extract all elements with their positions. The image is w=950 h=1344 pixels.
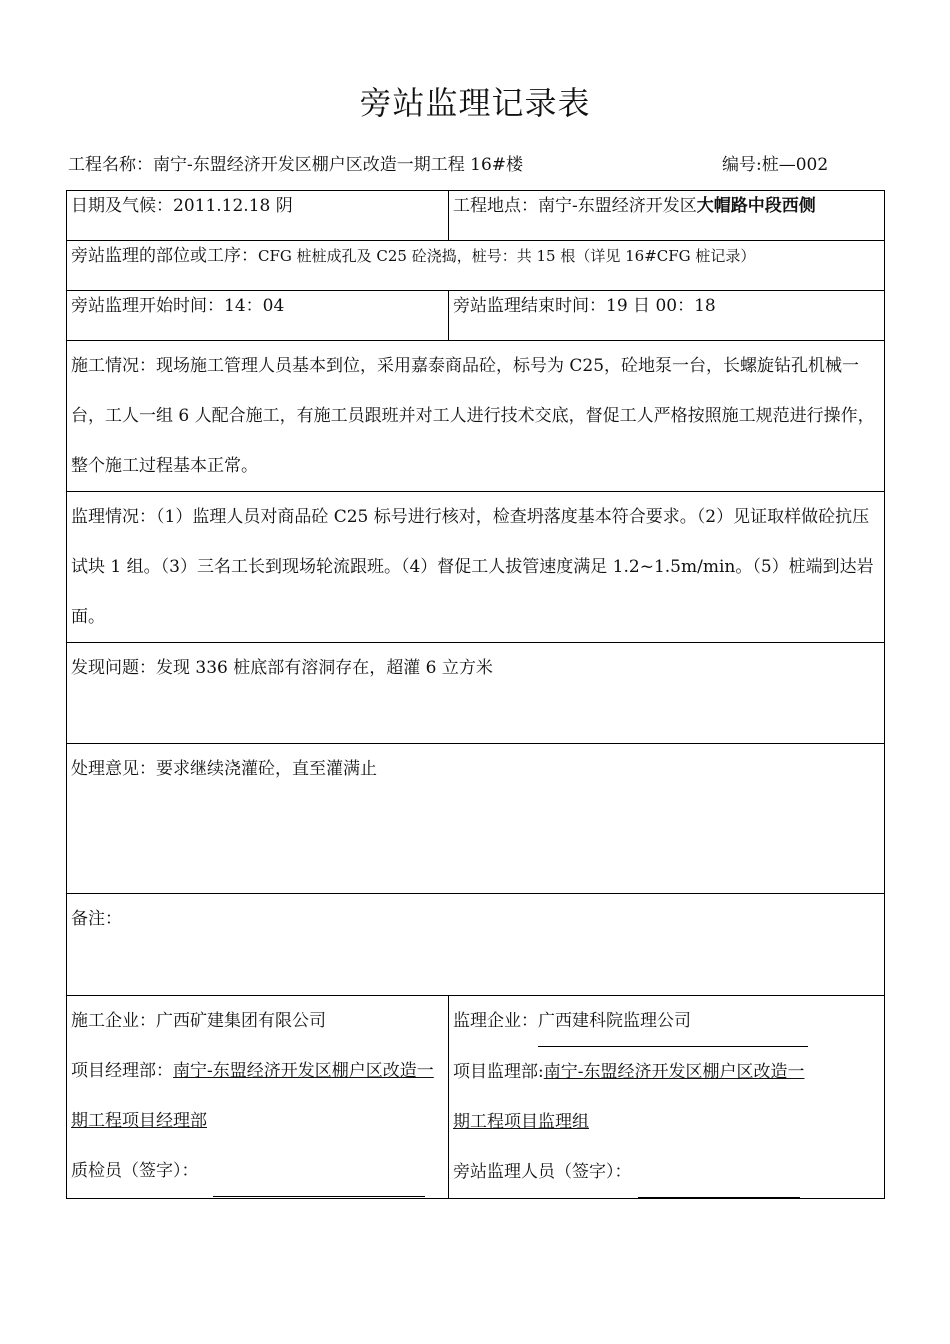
supervision-cell <box>67 492 885 643</box>
row-time <box>67 291 885 341</box>
construction-label: 施工情况： <box>71 356 156 376</box>
row-signature <box>67 996 885 1199</box>
construction-cell <box>67 341 885 492</box>
row-remark <box>67 894 885 996</box>
sv-person-label: 旁站监理人员（签字）： <box>453 1162 632 1182</box>
project-label: 工程名称： <box>68 155 153 175</box>
header-line <box>68 150 883 180</box>
sv-dept-value: 南宁-东盟经济开发区棚户区改造一 <box>543 1062 805 1082</box>
remark-cell <box>67 894 885 996</box>
row-part <box>67 241 885 291</box>
location-value: 南宁-东盟经济开发区 <box>538 196 697 216</box>
qc-label: 质检员（签字）： <box>71 1161 199 1181</box>
project-name <box>68 150 523 180</box>
document-code <box>722 150 828 180</box>
date-cell <box>67 191 449 241</box>
remark-label: 备注： <box>71 909 122 929</box>
end-time-cell <box>449 291 885 341</box>
record-form <box>66 190 885 1199</box>
code-label: 编号: <box>722 155 762 175</box>
sv-dept-line <box>453 1047 880 1097</box>
part-value: CFG 桩桩成孔及 C25 砼浇捣，桩号：共 15 根（详见 16#CFG 桩记录） <box>258 247 756 265</box>
part-cell <box>67 241 885 291</box>
row-date-location <box>67 191 885 241</box>
problem-text: 发现 336 桩底部有溶洞存在，超灌 6 立方米 <box>156 658 493 678</box>
construction-text: 现场施工管理人员基本到位，采用嘉泰商品砼，标号为 C25，砼地泵一台，长螺旋钻孔机械一台，工人一组 6 人配合施工，有施工员跟班并对工人进行技术交底，督促工人严格按照施工规范进行操作，整个施工过程基本正常。 <box>71 356 875 476</box>
start-value: 14：04 <box>224 296 285 316</box>
supervision-text: （1）监理人员对商品砼 C25 标号进行核对，检查坍落度基本符合要求。（2）见证取样做砼抗压试块 1 组。（3）三名工长到现场轮流跟班。（4）督促工人拔管速度满足 1.2~1.5m/min。（5）桩端到达岩面。 <box>71 507 874 627</box>
date-value: 2011.12.18 阴 <box>173 196 293 216</box>
pm-line-2 <box>71 1096 448 1146</box>
sv-dept-label: 项目监理部: <box>453 1062 544 1082</box>
sv-dept-value-cont: 期工程项目监理组 <box>453 1112 589 1132</box>
pm-value-cont: 期工程项目经理部 <box>71 1111 207 1131</box>
pm-value: 南宁-东盟经济开发区棚户区改造一 <box>173 1061 434 1081</box>
end-label: 旁站监理结束时间： <box>453 296 606 316</box>
end-value: 19 日 00：18 <box>606 296 716 316</box>
pm-line <box>71 1046 448 1096</box>
row-problem <box>67 643 885 744</box>
start-label: 旁站监理开始时间： <box>71 296 224 316</box>
qc-signature-blank[interactable] <box>213 1146 425 1197</box>
supervisor-label: 监理企业： <box>453 1011 538 1031</box>
contractor-block <box>67 996 449 1199</box>
sv-dept-line-2 <box>453 1097 880 1147</box>
qc-line <box>71 1146 448 1197</box>
sv-person-signature-blank[interactable] <box>638 1147 800 1198</box>
location-cell <box>449 191 885 241</box>
location-label: 工程地点： <box>453 196 538 216</box>
sv-person-line <box>453 1147 880 1198</box>
problem-cell <box>67 643 885 744</box>
code-value: 桩—002 <box>761 155 829 175</box>
contractor-label: 施工企业： <box>71 1011 156 1031</box>
pm-label: 项目经理部： <box>71 1061 173 1081</box>
supervisor-line <box>453 996 880 1047</box>
row-supervision <box>67 492 885 643</box>
page-title: 旁站监理记录表 <box>359 84 591 122</box>
date-label: 日期及气候： <box>71 196 173 216</box>
location-value-road: 大帽路中段西侧 <box>696 196 816 216</box>
contractor-line <box>71 996 448 1046</box>
row-handling <box>67 744 885 894</box>
supervision-label: 监理情况： <box>71 507 156 527</box>
start-time-cell <box>67 291 449 341</box>
handling-text: 要求继续浇灌砼，直至灌满止 <box>156 759 377 779</box>
row-construction <box>67 341 885 492</box>
project-value: 南宁-东盟经济开发区棚户区改造一期工程 16#楼 <box>153 155 524 175</box>
part-label: 旁站监理的部位或工序： <box>71 246 258 266</box>
supervisor-value: 广西建科院监理公司 <box>538 1011 691 1031</box>
supervisor-block <box>449 996 885 1199</box>
handling-label: 处理意见： <box>71 759 156 779</box>
supervisor-value-line <box>538 996 808 1047</box>
contractor-value: 广西矿建集团有限公司 <box>156 1011 326 1031</box>
handling-cell <box>67 744 885 894</box>
problem-label: 发现问题： <box>71 658 156 678</box>
